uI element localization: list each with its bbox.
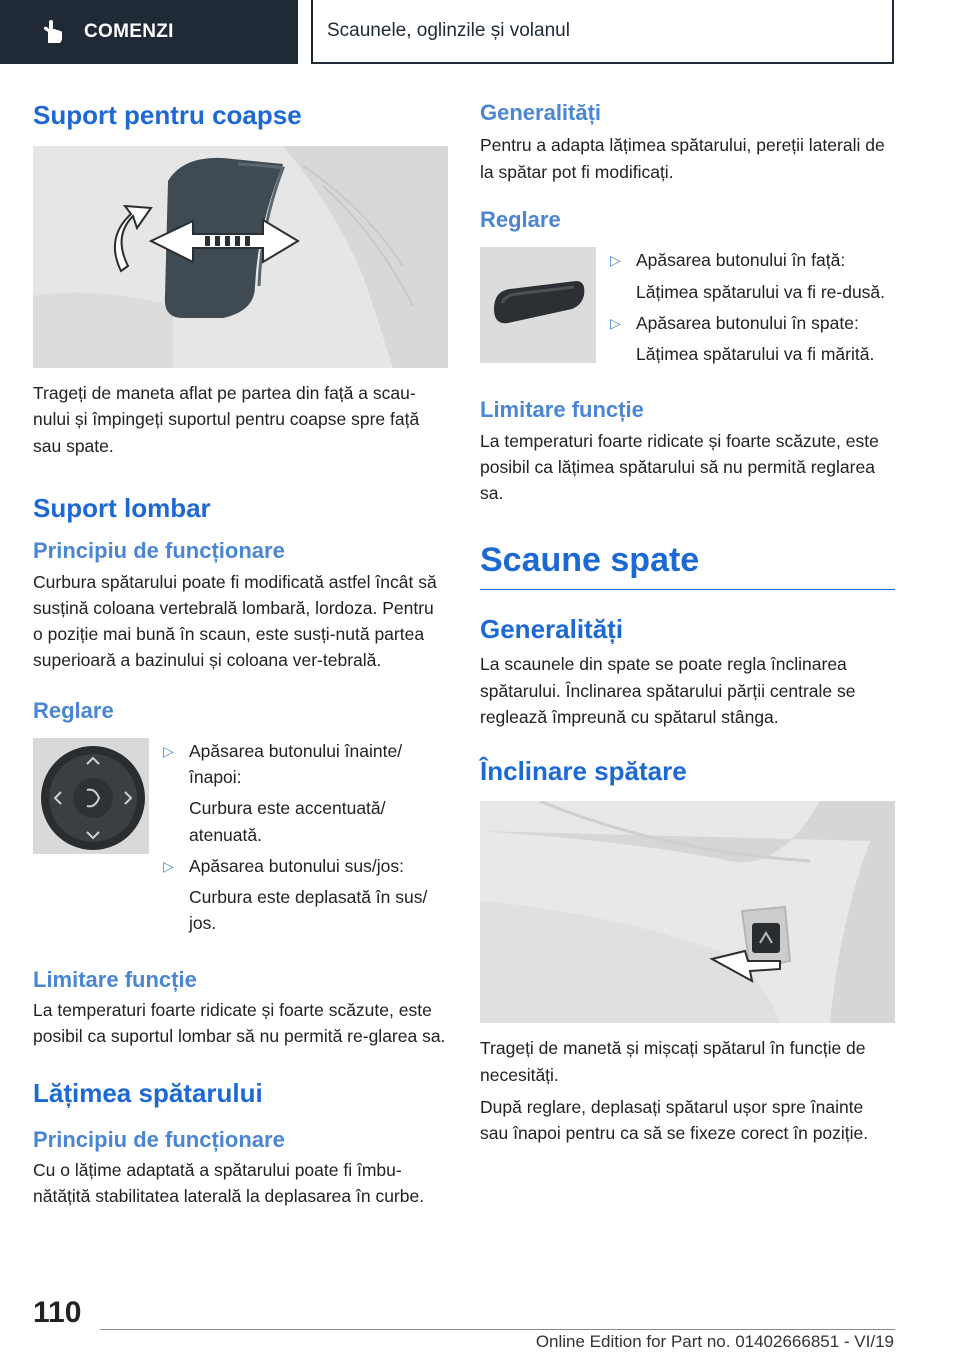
width-limit-text: La temperaturi foarte ridicate și foarte scăzute, este posibil ca lățimea spătarului să nu permită reglarea sa. [480, 430, 879, 504]
page-number: 110 [33, 1296, 82, 1329]
triangle-bullet-icon: ▷ [163, 742, 174, 759]
triangle-bullet-icon: ▷ [610, 314, 621, 331]
lumbar-adjust-heading: Reglare [33, 697, 114, 723]
general-heading: Generalități [480, 100, 602, 125]
left-column [33, 100, 448, 1210]
lumbar-heading: Suport lombar [33, 492, 211, 523]
thigh-support-heading: Suport pentru coapse [33, 100, 302, 130]
width-adjust-block [480, 247, 895, 367]
chapter-title: Scaunele, oglinzile și volanul [311, 0, 894, 64]
lumbar-adjust-block [33, 738, 448, 937]
heading-rule [480, 589, 895, 590]
width-control-image [480, 247, 596, 363]
thigh-support-text: Trageți de maneta aflat pe partea din față a scau-nului și împingeți suportul pentru coapse spre față sau spate. [33, 383, 420, 456]
list-item: ▷ Apăsarea butonului sus/jos: [163, 855, 404, 876]
list-item: ▷ Apăsarea butonului în față: [610, 250, 846, 271]
section-label: COMENZI [84, 21, 174, 42]
section-tab [0, 0, 298, 64]
triangle-bullet-icon: ▷ [163, 857, 174, 874]
width-steps-list [610, 247, 895, 367]
rear-general-text: La scaunele din spate se poate regla înclinarea spătarului. Înclinarea spătarului părții centrale se reglează împreună cu spătarul stânga. [480, 654, 856, 727]
lumbar-limit-text: La temperaturi foarte ridicate și foarte scăzute, este posibil ca suportul lombar să nu permită re-glarea sa. [33, 1000, 446, 1047]
step-result: Lățimea spătarului va fi mărită. [636, 344, 875, 365]
right-column [480, 100, 895, 1146]
recline-heading: Înclinare spătare [480, 756, 687, 787]
step-result: Lățimea spătarului va fi re-dusă. [636, 281, 886, 302]
width-limit-heading: Limitare funcție [480, 397, 644, 423]
edition-text: Online Edition for Part no. 01402666851 - VI/19 [535, 1332, 894, 1351]
backrest-width-heading: Lățimea spătarului [33, 1077, 263, 1108]
lumbar-principle-text: Curbura spătarului poate fi modificată astfel încât să susțină coloana vertebrală lombară, lordoza. Pentru o poziție mai bună în scaun, este susți-nută partea superioară a bazinului și coloana ver-tebrală. [33, 571, 437, 671]
list-item: ▷ Apăsarea butonului înainte/ înapoi: [163, 740, 403, 788]
footer-rule [100, 1329, 895, 1330]
hand-pointer-icon [40, 19, 66, 45]
page-header [0, 0, 960, 66]
page-footer [0, 1296, 960, 1362]
step-result: Curbura este accentuată/ atenuată. [189, 798, 386, 845]
recline-text-2: După reglare, deplasați spătarul ușor spre înainte sau înapoi pentru ca să se fixeze corect în poziție. [480, 1096, 869, 1144]
general-text: Pentru a adapta lățimea spătarului, pereții laterali de la spătar pot fi modificați. [480, 135, 885, 182]
width-principle-heading: Principiu de funcționare [33, 1126, 285, 1152]
recline-figure [480, 801, 895, 1023]
rear-seats-heading: Scaune spate [480, 541, 700, 580]
lumbar-control-image [33, 738, 149, 854]
rear-general-heading: Generalități [480, 614, 624, 645]
width-adjust-heading: Reglare [480, 206, 561, 232]
lumbar-principle-heading: Principiu de funcționare [33, 538, 285, 564]
triangle-bullet-icon: ▷ [610, 252, 621, 269]
thigh-support-figure [33, 146, 448, 368]
list-item: ▷ Apăsarea butonului în spate: [610, 312, 859, 333]
recline-text-1: Trageți de manetă și mișcați spătarul în funcție de necesități. [480, 1038, 866, 1085]
width-principle-text: Cu o lățime adaptată a spătarului poate fi îmbu-nătățită stabilitatea laterală la deplasarea în curbe. [33, 1160, 425, 1207]
lumbar-steps-list [163, 738, 448, 937]
step-result: Curbura este deplasată în sus/ jos. [189, 887, 428, 934]
lumbar-limit-heading: Limitare funcție [33, 966, 197, 992]
